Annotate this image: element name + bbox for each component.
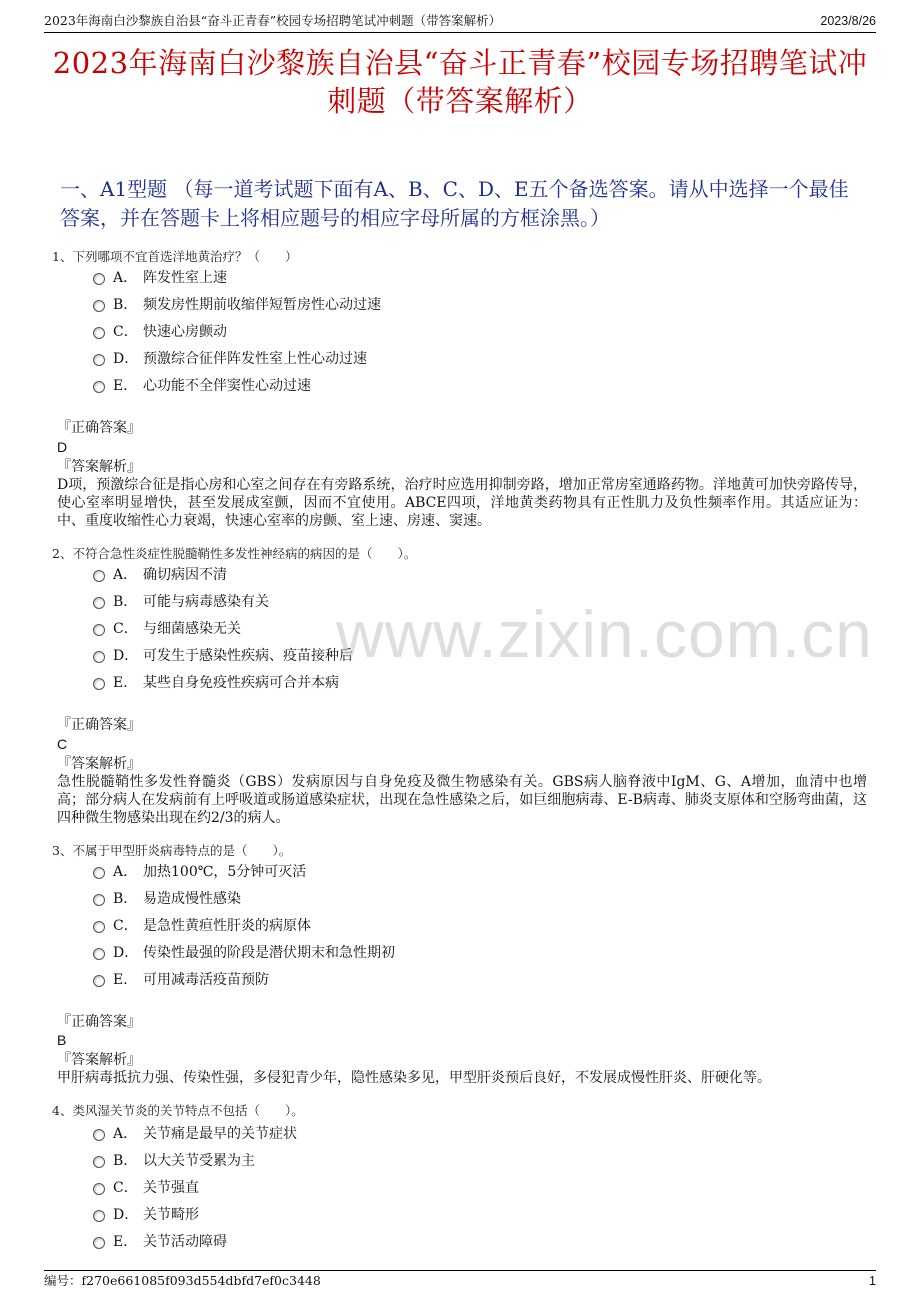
- option-text: 关节痛是最早的关节症状: [143, 1126, 297, 1142]
- option-letter: D．: [113, 351, 139, 367]
- option-letter: C．: [113, 621, 138, 637]
- question-1-stem: 1、下列哪项不宜首选洋地黄治疗？（ ）: [52, 249, 298, 264]
- option-text: 某些自身免疫性疾病可合并本病: [143, 675, 339, 691]
- option-letter: E．: [113, 972, 138, 988]
- q3-answer: B: [57, 1032, 67, 1048]
- option-text: 快速心房颤动: [143, 324, 227, 340]
- q2-answer: C: [57, 736, 68, 752]
- option-letter: C．: [113, 918, 138, 934]
- radio-button-icon[interactable]: [93, 597, 105, 609]
- option-letter: A．: [113, 1126, 138, 1142]
- watermark: www.zixin.com.cn: [336, 597, 873, 671]
- option-letter: A．: [113, 864, 138, 880]
- option-text: 可发生于感染性疾病、疫苗接种后: [143, 648, 353, 664]
- option-text: 与细菌感染无关: [143, 621, 241, 637]
- radio-button-icon[interactable]: [93, 651, 105, 663]
- explanation-label: 『答案解析』: [57, 459, 141, 475]
- radio-button-icon[interactable]: [93, 1129, 105, 1141]
- option-letter: B．: [113, 891, 138, 907]
- radio-button-icon[interactable]: [93, 1237, 105, 1249]
- section-heading: 一、A1型题 （每一道考试题下面有A、B、C、D、E五个备选答案。请从中选择一个最佳答案，并在答题卡上将相应题号的相应字母所属的方框涂黑。）: [60, 177, 849, 230]
- explanation-label: 『答案解析』: [57, 1052, 141, 1068]
- radio-button-icon[interactable]: [93, 678, 105, 690]
- header-doc-title: 2023年海南白沙黎族自治县“奋斗正青春”校园专场招聘笔试冲刺题（带答案解析）: [44, 13, 502, 28]
- radio-button-icon[interactable]: [93, 354, 105, 366]
- radio-button-icon[interactable]: [93, 948, 105, 960]
- option-letter: D．: [113, 945, 139, 961]
- option-text: 传染性最强的阶段是潜伏期末和急性期初: [143, 945, 395, 961]
- option-letter: A．: [113, 567, 138, 583]
- document-id: 编号：f270e661085f093d554dbfd7ef0c3448: [44, 1273, 321, 1288]
- question-2-stem: 2、不符合急性炎症性脱髓鞘性多发性神经病的病因的是（ ）。: [52, 546, 417, 561]
- option-text: 关节畸形: [143, 1207, 199, 1223]
- option-text: 频发房性期前收缩伴短暂房性心动过速: [143, 297, 381, 313]
- page-number: 1: [869, 1274, 876, 1288]
- radio-button-icon[interactable]: [93, 975, 105, 987]
- option-text: 关节活动障碍: [143, 1234, 227, 1250]
- option-letter: E．: [113, 675, 138, 691]
- radio-button-icon[interactable]: [93, 921, 105, 933]
- document-title: 2023年海南白沙黎族自治县“奋斗正青春”校园专场招聘笔试冲刺题（带答案解析）: [52, 46, 868, 118]
- radio-button-icon[interactable]: [93, 570, 105, 582]
- option-text: 确切病因不清: [143, 567, 227, 583]
- radio-button-icon[interactable]: [93, 867, 105, 879]
- question-4-stem: 4、类风湿关节炎的关节特点不包括（ ）。: [52, 1103, 304, 1118]
- radio-button-icon[interactable]: [93, 300, 105, 312]
- q1-answer: D: [57, 439, 68, 455]
- q2-explanation: 急性脱髓鞘性多发性脊髓炎（GBS）发病原因与自身免疫及微生物感染有关。GBS病人脑脊液中IgM、G、A增加，血清中也增高；部分病人在发病前有上呼吸道或肠道感染症状，出现在急性感染之后，如巨细胞病毒、E-B病毒、肺炎支原体和空肠弯曲菌，这四种微生物感染出现在约2/3的病人。: [57, 774, 867, 826]
- page-header: [44, 12, 876, 33]
- option-text: 以大关节受累为主: [143, 1153, 255, 1169]
- radio-button-icon[interactable]: [93, 327, 105, 339]
- explanation-label: 『答案解析』: [57, 756, 141, 772]
- correct-answer-label: 『正确答案』: [57, 717, 141, 733]
- option-letter: E．: [113, 378, 138, 394]
- option-text: 预激综合征伴阵发性室上性心动过速: [143, 351, 367, 367]
- q3-explanation: 甲肝病毒抵抗力强、传染性强，多侵犯青少年，隐性感染多见，甲型肝炎预后良好，不发展成慢性肝炎、肝硬化等。: [57, 1070, 771, 1086]
- page-footer: [44, 1270, 876, 1288]
- option-text: 阵发性室上速: [143, 270, 227, 286]
- option-letter: C．: [113, 324, 138, 340]
- correct-answer-label: 『正确答案』: [57, 420, 141, 436]
- header-date: 2023/8/26: [820, 14, 876, 28]
- option-letter: E．: [113, 1234, 138, 1250]
- option-text: 是急性黄疸性肝炎的病原体: [143, 918, 311, 934]
- option-text: 易造成慢性感染: [143, 891, 241, 907]
- question-3-stem: 3、不属于甲型肝炎病毒特点的是（ ）。: [52, 843, 292, 858]
- radio-button-icon[interactable]: [93, 381, 105, 393]
- radio-button-icon[interactable]: [93, 894, 105, 906]
- radio-button-icon[interactable]: [93, 624, 105, 636]
- option-text: 心功能不全伴窦性心动过速: [143, 378, 311, 394]
- option-text: 加热100℃，5分钟可灭活: [143, 864, 307, 880]
- radio-button-icon[interactable]: [93, 273, 105, 285]
- option-letter: D．: [113, 1207, 139, 1223]
- radio-button-icon[interactable]: [93, 1156, 105, 1168]
- option-text: 可能与病毒感染有关: [143, 594, 269, 610]
- option-text: 关节强直: [143, 1180, 199, 1196]
- radio-button-icon[interactable]: [93, 1210, 105, 1222]
- option-letter: B．: [113, 297, 138, 313]
- radio-button-icon[interactable]: [93, 1183, 105, 1195]
- option-letter: C．: [113, 1180, 138, 1196]
- option-letter: A．: [113, 270, 138, 286]
- option-letter: B．: [113, 1153, 138, 1169]
- correct-answer-label: 『正确答案』: [57, 1014, 141, 1030]
- q1-explanation: D项，预激综合征是指心房和心室之间存在有旁路系统，治疗时应选用抑制旁路，增加正常房室通路药物。洋地黄可加快旁路传导，使心室率明显增快，甚至发展成室颤，因而不宜使用。ABCE四项，洋地黄类药物具有正性肌力及负性频率作用。其适应证为：中、重度收缩性心力衰竭，快速心室率的房颤、室上速、房速、窦速。: [57, 477, 867, 529]
- option-text: 可用减毒活疫苗预防: [143, 972, 269, 988]
- option-letter: D．: [113, 648, 139, 664]
- option-letter: B．: [113, 594, 138, 610]
